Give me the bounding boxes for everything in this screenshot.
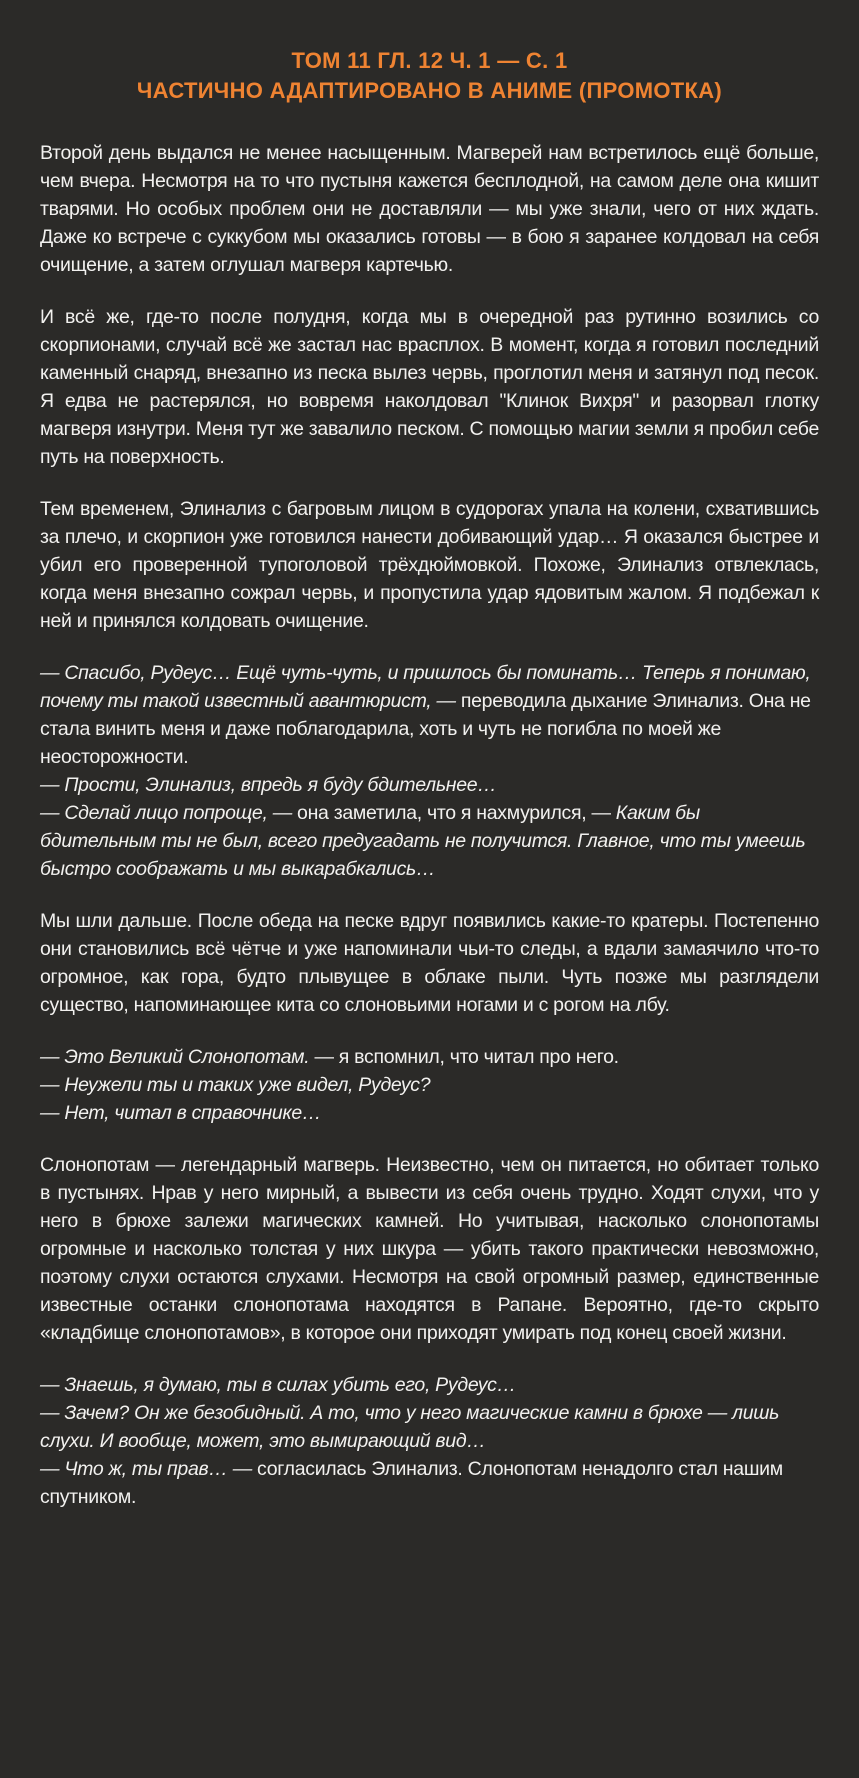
dialogue-line xyxy=(40,1071,819,1099)
text-segment: Второй день выдался не менее насыщенным. Магверей нам встретилось ещё больше, чем вчера. Несмотря на то что пустыня кажется бесплодной, на самом деле она кишит тварями. Но особых проблем они не доставляли — мы уже знали, чего от них ждать. Даже ко встрече с суккубом мы оказались готовы — в бою я заранее колдовал на себя очищение, а затем оглушал магверя картечью. xyxy=(40,142,819,276)
text-segment: Каким бы бдительным ты не был, всего предугадать не получится. Главное, что ты умеешь быстро соображать и мы выкарабкались… xyxy=(40,802,806,880)
text-segment: — Зачем? Он же безобидный. А то, что у него магические камни в брюхе — лишь слухи. И вообще, может, это вымирающий вид… xyxy=(40,1402,780,1452)
text-content xyxy=(40,139,819,1511)
chapter-header-line-2: ЧАСТИЧНО АДАПТИРОВАНО В АНИМЕ (ПРОМОТКА) xyxy=(136,78,723,103)
text-segment: — Нет, читал в справочнике… xyxy=(40,1102,322,1124)
text-segment: — Неужели ты и таких уже видел, Рудеус? xyxy=(40,1074,431,1096)
dialogue-line xyxy=(40,771,819,799)
dialogue-line xyxy=(40,1371,819,1399)
text-segment: — Знаешь, я думаю, ты в силах убить его, Рудеус… xyxy=(40,1374,516,1396)
paragraph-block xyxy=(40,303,819,471)
paragraph-block xyxy=(40,495,819,635)
text-segment: согласилась Элинализ. Слонопотам ненадолго стал нашим спутником. xyxy=(40,1458,783,1508)
chapter-header xyxy=(40,46,819,106)
paragraph-block xyxy=(40,907,819,1019)
dialogue-line xyxy=(40,1043,819,1071)
dialogue-line xyxy=(40,1399,819,1455)
dialogue-block xyxy=(40,659,819,883)
text-segment: — Сделай лицо попроще, — xyxy=(40,802,298,824)
text-segment: Тем временем, Элинализ с багровым лицом в судорогах упала на колени, схватившись за плечо, и скорпион уже готовился нанести добивающий удар… Я оказался быстрее и убил его проверенной тупоголовой трёхдюймовкой. Похоже, Элинализ отвлеклась, когда меня внезапно сожрал червь, и пропустила удар ядовитым жалом. Я подбежал к ней и принялся колдовать очищение. xyxy=(40,498,819,632)
dialogue-line xyxy=(40,799,819,883)
paragraph-line xyxy=(40,910,819,1016)
paragraph-line xyxy=(40,498,819,632)
text-segment: — Что ж, ты прав… — xyxy=(40,1458,258,1480)
text-segment: И всё же, где-то после полудня, когда мы в очередной раз рутинно возились со скорпионами, случай всё же застал нас врасплох. В момент, когда я готовил последний каменный снаряд, внезапно из песка вылез червь, проглотил меня и затянул под песок. Я едва не растерялся, но вовремя наколдовал "Клинок Вихря" и разорвал глотку магверя изнутри. Меня тут же завалило песком. С помощью магии земли я пробил себе путь на поверхность. xyxy=(40,306,819,468)
text-segment: Мы шли дальше. После обеда на песке вдруг появились какие-то кратеры. Постепенно они становились всё чётче и уже напоминали чьи-то следы, а вдали замаячило что-то огромное, как гора, будто плывущее в облаке пыли. Чуть позже мы разглядели существо, напоминающее кита со слоновьими ногами и с рогом на лбу. xyxy=(40,910,819,1016)
text-segment: — Прости, Элинализ, впредь я буду бдительнее… xyxy=(40,774,497,796)
paragraph-block xyxy=(40,139,819,279)
chapter-header-line-1: ТОМ 11 ГЛ. 12 Ч. 1 — С. 1 xyxy=(291,48,568,73)
paragraph-block xyxy=(40,1151,819,1347)
dialogue-line xyxy=(40,1455,819,1511)
dialogue-block xyxy=(40,1043,819,1127)
text-segment: — я вспомнил, что читал про него. xyxy=(314,1046,619,1068)
paragraph-line xyxy=(40,142,819,276)
dialogue-line xyxy=(40,1099,819,1127)
dialogue-block xyxy=(40,1371,819,1511)
text-segment: переводила дыхание Элинализ. Она не стала винить меня и даже поблагодарила, хоть и чуть не погибла по моей же неосторожности. xyxy=(40,690,811,768)
text-segment: — Спасибо, Рудеус… Ещё чуть-чуть, и пришлось бы поминать… Теперь я понимаю, почему ты такой известный авантюрист, — xyxy=(40,662,811,712)
paragraph-line xyxy=(40,1154,819,1344)
dialogue-line xyxy=(40,659,819,771)
text-segment: Слонопотам — легендарный магверь. Неизвестно, чем он питается, но обитает только в пустынях. Нрав у него мирный, а вывести из себя очень трудно. Ходят слухи, что у него в брюхе залежи магических камней. Но учитывая, насколько слонопотамы огромные и насколько толстая у них шкура — убить такого практически невозможно, поэтому слухи остаются слухами. Несмотря на свой огромный размер, единственные известные останки слонопотама находятся в Рапане. Вероятно, где-то скрыто «кладбище слонопотамов», в которое они приходят умирать под конец своей жизни. xyxy=(40,1154,819,1344)
text-segment: — Это Великий Слонопотам. xyxy=(40,1046,315,1068)
paragraph-line xyxy=(40,306,819,468)
text-segment: она заметила, что я нахмурился, — xyxy=(297,802,616,824)
